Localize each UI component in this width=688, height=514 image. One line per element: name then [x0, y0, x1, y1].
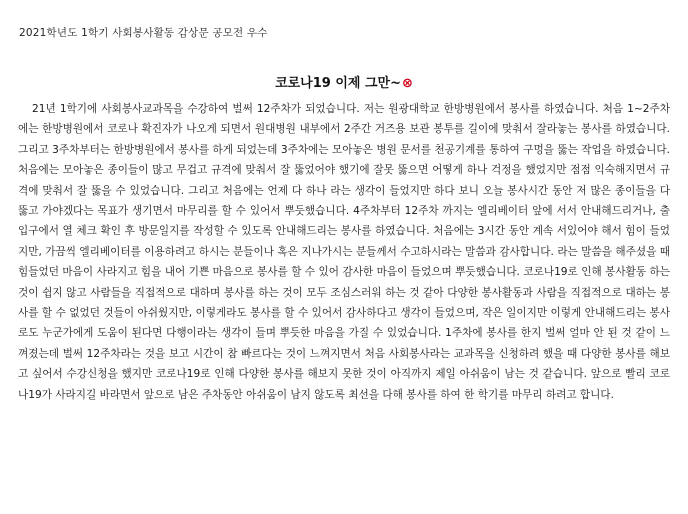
essay-title: [0, 72, 688, 91]
document-header: 2021학년도 1학기 사회봉사활동 감상문 공모전 우수: [19, 27, 268, 39]
essay-body-text: 21년 1학기에 사회봉사교과목을 수강하여 벌써 12주차가 되었습니다. 저는 원광대학교 한방병원에서 봉사를 하였습니다. 처음 1~2주차에는 한방병원에서 코로나 확진자가 나오게 되면서 원대병원 내부에서 2주간 거즈용 보관 봉투를 길이에 맞춰서 잘라놓는 봉사를 하였습니다. 그리고 3주차부터는 한방병원에서 봉사를 하게 되었는데 3주차에는 모아놓은 병원 문서를 천공기계를 통하여 구멍을 뚫는 작업을 하였습니다. 처음에는 모아놓은 종이들이 많고 무겁고 규격에 맞춰서 잘 뚫었어야 했기에 잘못 뚫으면 어떻게 하나 걱정을 했었지만 점점 익숙해지면서 규격에 맞춰서 잘 뚫을 수 있었습니다. 그리고 처음에는 언제 다 하나 라는 생각이 들었지만 하다 보니 오늘 봉사시간 동안 저 많은 종이들을 다 뚫고 가야겠다는 목표가 생기면서 마무리를 할 수 있어서 뿌듯했습니다. 4주차부터 12주차 까지는 엘리베이터 앞에 서서 안내해드리거나, 출입구에서 열 체크 확인 후 방문일지를 작성할 수 있도록 안내해드리는 봉사를 하였습니다. 처음에는 3시간 동안 계속 서있어야 해서 힘이 들었지만, 가끔씩 엘리베이터를 이용하려고 하시는 분들이나 혹은 지나가시는 분들께서 수고하시라는 말씀과 감사합니다. 라는 말씀을 해주셨을 때 힘들었던 마음이 사라지고 힘을 내어 기쁜 마음으로 봉사를 할 수 있어 감사한 마음이 들었으며 뿌듯했습니다. 코로나19로 인해 봉사활동 하는 것이 쉽지 않고 사람들을 직접적으로 대하며 봉사를 하는 것이 모두 조심스러워 하는 것 같아 다양한 봉사활동과 사람을 직접적으로 대하는 봉사를 할 수 없었던 것들이 아쉬웠지만, 이렇게라도 봉사를 할 수 있어서 감사하다고 생각이 들었으며, 작은 일이지만 이렇게 안내해드리는 봉사로도 누군가에게 도움이 된다면 다행이라는 생각이 들며 뿌듯한 마음을 가질 수 있었습니다. 1주차에 봉사를 한지 벌써 얼마 안 된 것 같이 느껴졌는데 벌써 12주차라는 것을 보고 시간이 참 빠르다는 것이 느껴지면서 처음 사회봉사라는 교과목을 신청하려 했을 때 다양한 봉사를 해보고 싶어서 수강신청을 했지만 코로나19로 인해 다양한 봉사를 해보지 못한 것이 아직까지 제일 아쉬움이 남는 것 같습니다. 앞으로 빨리 코로나19가 사라지길 바라면서 앞으로 남은 주차동안 아쉬움이 남지 않도록 최선을 다해 봉사를 하여 한 학기를 마무리 하려고 합니다.: [18, 103, 670, 401]
prohibited-mark-icon: ⊗: [402, 76, 413, 91]
essay-title-text: 코로나19 이제 그만~: [275, 76, 402, 91]
essay-body: [18, 99, 670, 405]
